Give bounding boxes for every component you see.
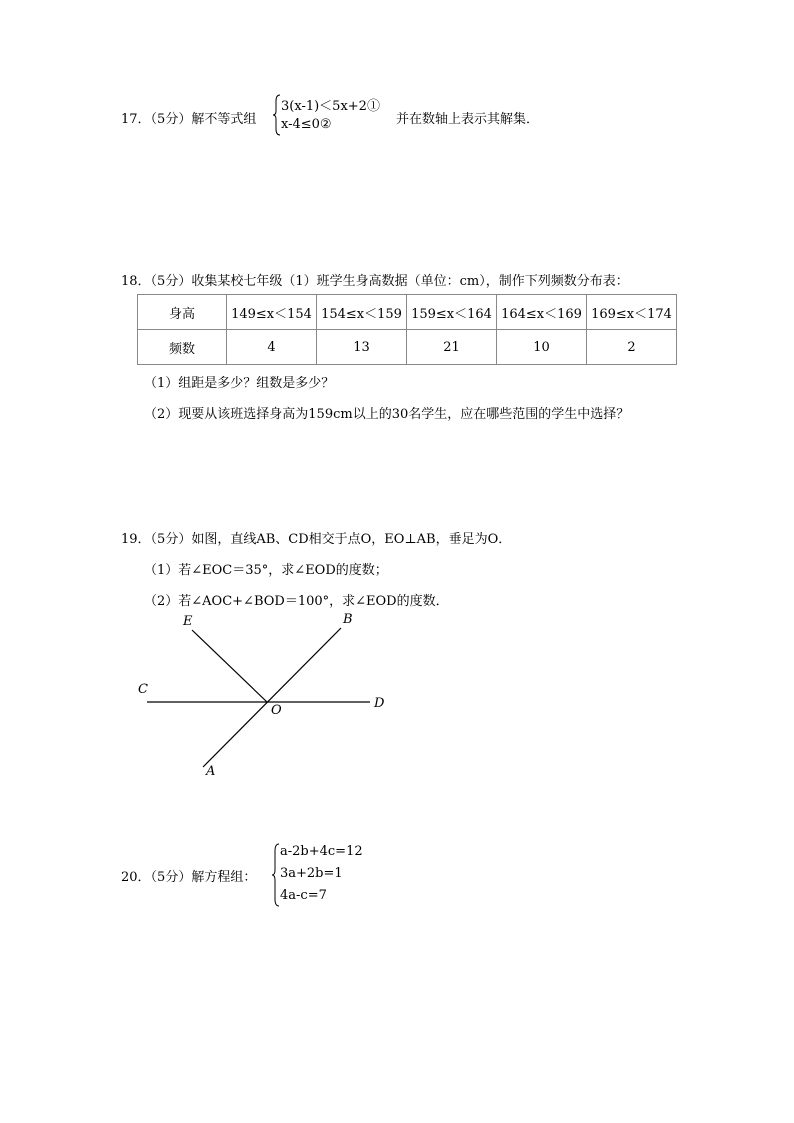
q20-equation-3: 4a-c=7 bbox=[280, 888, 327, 903]
table-cell-range: 149≤x＜154 bbox=[227, 295, 317, 330]
table-cell-count: 2 bbox=[587, 330, 677, 365]
q17-prefix: 17．（5分）解不等式组 bbox=[121, 112, 257, 127]
table-cell-count: 21 bbox=[407, 330, 497, 365]
ray-OE bbox=[192, 630, 267, 702]
table-header-height: 身高 bbox=[138, 295, 227, 330]
label-D: D bbox=[374, 696, 385, 711]
table-cell-count: 10 bbox=[497, 330, 587, 365]
table-header-frequency: 频数 bbox=[138, 330, 227, 365]
table-cell-count: 4 bbox=[227, 330, 317, 365]
label-A: A bbox=[206, 764, 216, 779]
q19-stem: 19．（5分）如图，直线AB、CD相交于点O，EO⊥AB，垂足为O． bbox=[121, 532, 512, 547]
label-E: E bbox=[183, 614, 193, 629]
q18-sub2: （2）现要从该班选择身高为159cm以上的30名学生，应在哪些范围的学生中选择？ bbox=[144, 407, 630, 422]
table-cell-range: 154≤x＜159 bbox=[317, 295, 407, 330]
label-B: B bbox=[343, 612, 353, 627]
q18-sub1: （1）组距是多少？组数是多少？ bbox=[144, 376, 335, 391]
table-cell-range: 169≤x＜174 bbox=[587, 295, 677, 330]
q19-sub2: （2）若∠AOC+∠BOD＝100°，求∠EOD的度数． bbox=[144, 594, 449, 609]
q20-equation-system bbox=[271, 842, 381, 908]
q17-inequality-2: x-4≤0② bbox=[281, 117, 332, 132]
q20-equation-2: 3a+2b=1 bbox=[280, 866, 343, 881]
label-C: C bbox=[138, 682, 148, 697]
q19-sub1: （1）若∠EOC＝35°，求∠EOD的度数； bbox=[144, 563, 388, 578]
table-cell-count: 13 bbox=[317, 330, 407, 365]
q20-equation-1: a-2b+4c=12 bbox=[280, 844, 363, 859]
q18-stem: 18．（5分）收集某校七年级（1）班学生身高数据（单位：cm），制作下列频数分布表： bbox=[121, 274, 629, 289]
q20-prefix: 20．（5分）解方程组： bbox=[121, 870, 257, 885]
label-O: O bbox=[271, 703, 282, 718]
q17-inequality-1: 3(x-1)＜5x+2① bbox=[281, 99, 380, 114]
table-cell-range: 159≤x＜164 bbox=[407, 295, 497, 330]
line-AB bbox=[203, 628, 341, 767]
q17-suffix: 并在数轴上表示其解集． bbox=[396, 112, 540, 127]
table-cell-range: 164≤x＜169 bbox=[497, 295, 587, 330]
